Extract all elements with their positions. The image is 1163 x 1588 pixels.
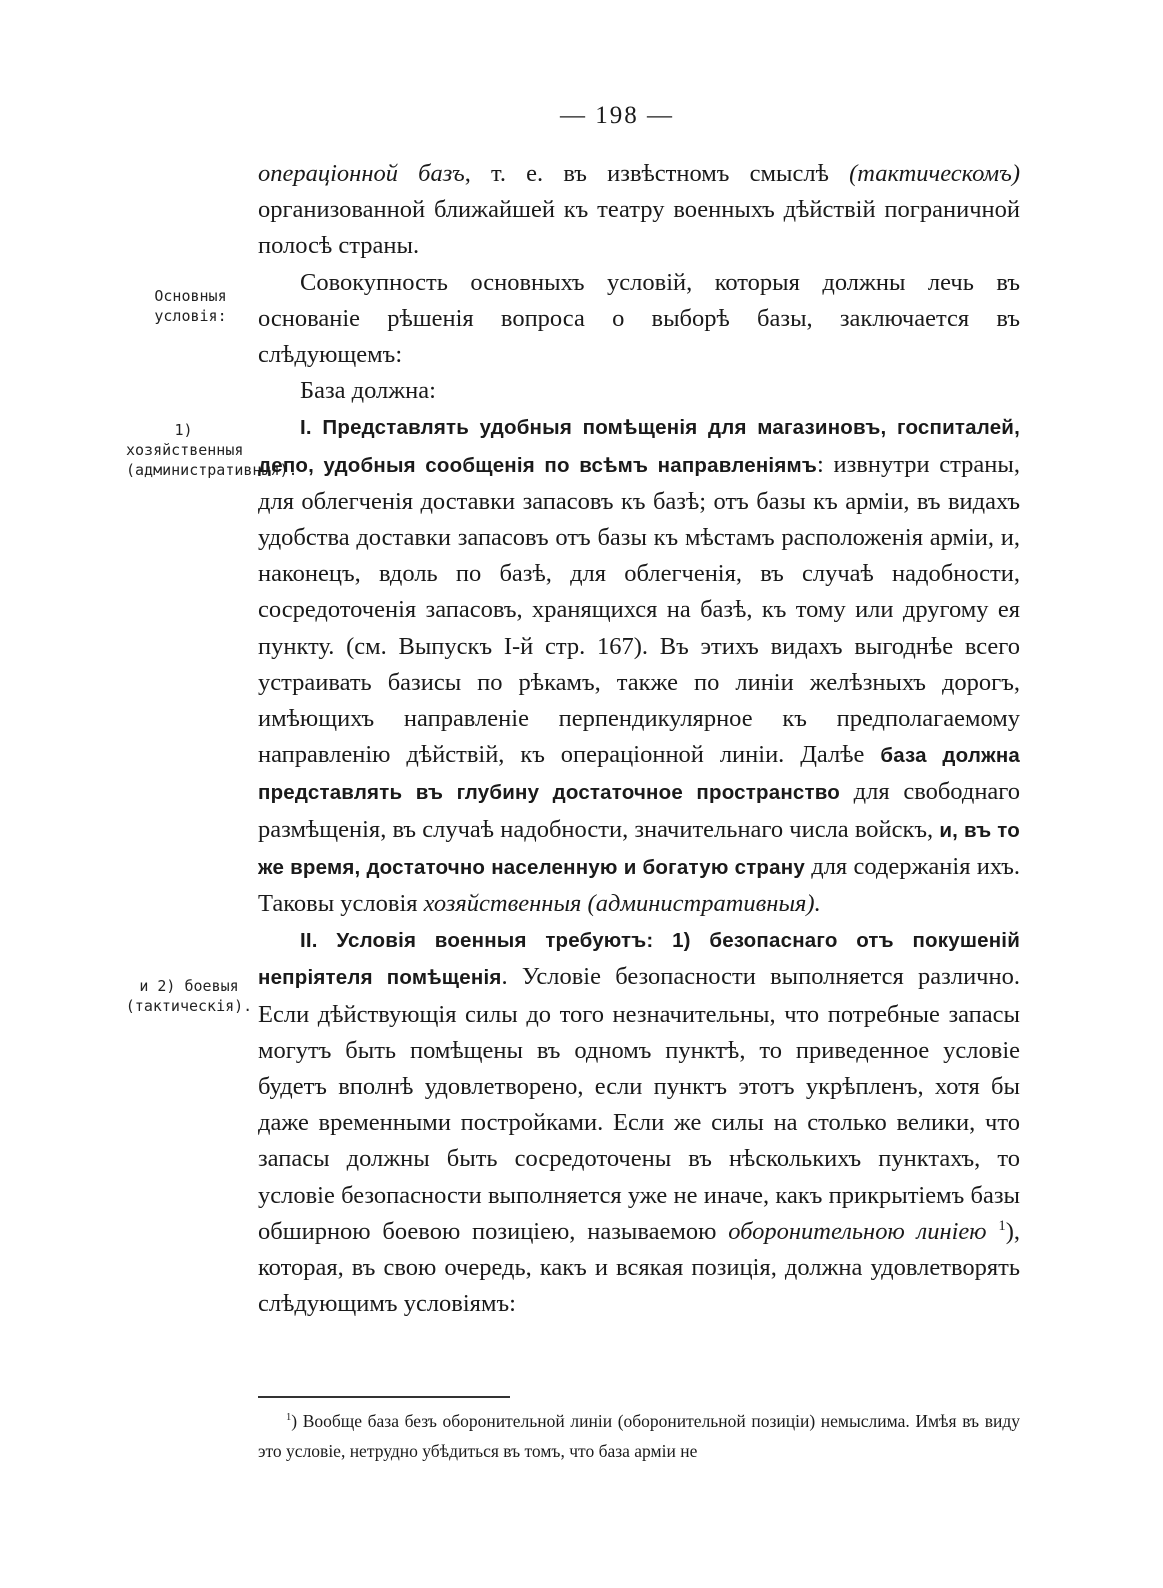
margin-note-economic: 1) хозяйственныя (административныя). (126, 421, 298, 479)
page-number: — 198 — (560, 102, 674, 129)
bold-heading: II. Условія военныя требуютъ: 1) безопаснаго отъ покушеній непріятеля помѣщенія (258, 929, 1020, 990)
margin-note-combat: и 2) боевыя (тактическія). (125, 977, 253, 1015)
footnote-marker: 1 (286, 1412, 292, 1424)
paragraph-1 (258, 156, 1020, 265)
paragraph-3: База должна: (300, 377, 436, 405)
text-run: организованной ближайшей къ театру военныхъ дѣйствій пограничной полосѣ страны. (258, 196, 1020, 260)
bold-phrase: и, въ то же время, достаточно населенную и богатую страну (258, 818, 1020, 879)
text-run: для свободнаго размѣщенія, въ случаѣ надобности, значительнаго числа войскъ, (258, 778, 1020, 843)
bold-phrase: база должна представлять въ глубину достаточное пространство (258, 744, 1020, 805)
paragraph-4 (258, 409, 1020, 922)
text-run: : извнутри страны, для облегченія доставки запасовъ къ базѣ; отъ базы къ арміи, въ видахъ удобства доставки запасовъ отъ базы къ мѣстамъ расположенія арміи, и, наконецъ, вдоль по базѣ, для облегченія, въ случаѣ надобности, сосредоточенія запасовъ, хранящихся на базѣ, къ тому или другому ея пункту. (см. Выпускъ I-й стр. 167). Въ этихъ видахъ выгоднѣе всего устраивать базисы по рѣкамъ, также по линіи желѣзныхъ дорогъ, имѣющихъ направленіе перпендикулярное къ предполагаемому направленію дѣйствій, къ операціонной линіи. Далѣе (258, 450, 1020, 769)
footnote (258, 1406, 1020, 1466)
footnote-divider (258, 1396, 510, 1398)
italic-term: операціонной базъ (258, 160, 465, 187)
footnote-body: ) Вообще база безъ оборонительной линіи (оборонительной позиціи) немыслима. Имѣя въ виду это условіе, нетрудно убѣдиться въ томъ, что база арміи не (258, 1411, 1020, 1461)
italic-term: (тактическомъ) (849, 160, 1021, 187)
bold-heading: I. Представлять удобныя помѣщенія для магазиновъ, госпиталей, депо, удобныя сообщенія по всѣмъ направленіямъ (258, 416, 1020, 477)
text-run: для содержанія ихъ. Таковы условія (258, 852, 1021, 918)
text-run: . Условіе безопасности выполняется различно. Если дѣйствующія силы до того незначительны, что потребные запасы могутъ быть помѣщены въ одномъ пунктѣ, то приведенное условіе будетъ вполнѣ удовлетворено, если пунктъ этотъ укрѣпленъ, хотя бы даже временными постройками. Если же силы на столько велики, что запасы должны быть сосредоточены въ нѣсколькихъ пунктахъ, то условіе безопасности выполняется уже не иначе, какъ прикрытіемъ базы обширною боевою позиціею, называемою (258, 963, 1020, 1245)
footnote-text (258, 1406, 1020, 1466)
italic-term: хозяйственныя (административныя). (423, 890, 821, 918)
text-run: , т. е. въ извѣстномъ смыслѣ (464, 160, 850, 187)
footnote-reference[interactable]: 1 (998, 1217, 1006, 1234)
main-text (258, 156, 1020, 1323)
paragraph-5 (258, 922, 1020, 1322)
paragraph-2: Совокупность основныхъ условій, которыя должны лечь въ основаніе рѣшенія вопроса о выборѣ базы, заключается въ слѣдующемъ: (258, 268, 1020, 369)
italic-term: оборонительною линіею (728, 1217, 987, 1245)
margin-note-basic-conditions: Основныя условія: (154, 287, 227, 325)
text-run: ), которая, въ свою очередь, какъ и всякая позиція, должна удовлетворять слѣдующимъ условіямъ: (258, 1217, 1021, 1318)
